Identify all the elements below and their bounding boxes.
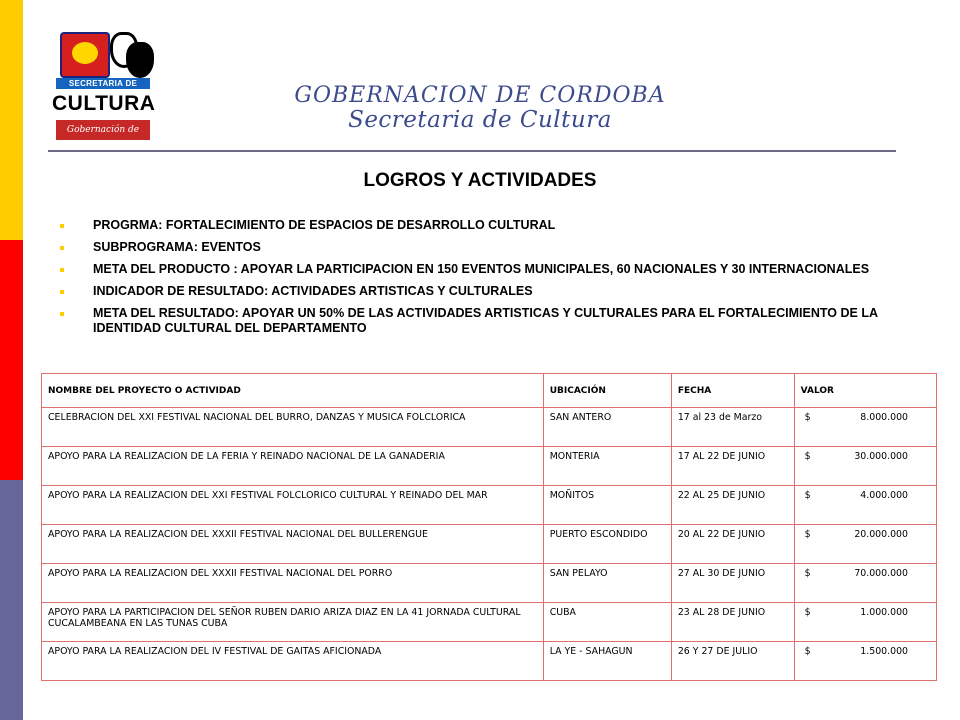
table-row: [42, 603, 937, 642]
cell-value: [794, 525, 936, 564]
currency-sign: $: [804, 490, 811, 501]
bullet-icon: [60, 268, 64, 272]
cell-name: APOYO PARA LA REALIZACION DEL XXXII FESTIVAL NACIONAL DEL PORRO: [42, 564, 544, 603]
table-row: [42, 642, 937, 681]
cell-name: APOYO PARA LA PARTICIPACION DEL SEÑOR RUBEN DARIO ARIZA DIAZ EN LA 41 JORNADA CULTURAL CUCALAMBEANA EN LAS TUNAS CUBA: [42, 603, 544, 642]
amount: 70.000.000: [854, 568, 908, 579]
amount: 20.000.000: [854, 529, 908, 540]
header-title: GOBERNACION DE CORDOBA: [294, 83, 666, 108]
col-header-value: VALOR: [794, 374, 936, 408]
currency-sign: $: [804, 646, 811, 657]
header-subtitle: Secretaria de Cultura: [348, 107, 612, 134]
cell-location: LA YE - SAHAGUN: [543, 642, 671, 681]
amount: 1.000.000: [860, 607, 908, 618]
cell-value: [794, 603, 936, 642]
bullet-icon: [60, 312, 64, 316]
bullet-item: META DEL PRODUCTO : APOYAR LA PARTICIPACION EN 150 EVENTOS MUNICIPALES, 60 NACIONALES Y 30 INTERNACIONALES: [60, 262, 900, 277]
cell-value: [794, 564, 936, 603]
currency-sign: $: [804, 568, 811, 579]
cell-location: MONTERIA: [543, 447, 671, 486]
cell-value: [794, 486, 936, 525]
secretaria-cultura-logo: [52, 28, 156, 155]
page-heading: LOGROS Y ACTIVIDADES: [363, 170, 597, 191]
crest-icon: [60, 32, 110, 78]
bullet-item: INDICADOR DE RESULTADO: ACTIVIDADES ARTISTICAS Y CULTURALES: [60, 284, 900, 299]
cell-location: SAN ANTERO: [543, 408, 671, 447]
cell-name: APOYO PARA LA REALIZACION DEL XXI FESTIVAL FOLCLORICO CULTURAL Y REINADO DEL MAR: [42, 486, 544, 525]
cell-date: 17 al 23 de Marzo: [671, 408, 794, 447]
currency-sign: $: [804, 607, 811, 618]
stripe-yellow: [0, 0, 23, 240]
table-row: [42, 564, 937, 603]
table-row: [42, 486, 937, 525]
currency-sign: $: [804, 412, 811, 423]
amount: 4.000.000: [860, 490, 908, 501]
table-row: [42, 525, 937, 564]
cell-location: CUBA: [543, 603, 671, 642]
bullet-icon: [60, 290, 64, 294]
cell-value: [794, 447, 936, 486]
amount: 1.500.000: [860, 646, 908, 657]
table-row: [42, 408, 937, 447]
table-row: [42, 447, 937, 486]
bullet-list: [60, 218, 900, 343]
table-header-row: [42, 374, 937, 408]
cell-name: APOYO PARA LA REALIZACION DE LA FERIA Y REINADO NACIONAL DE LA GANADERIA: [42, 447, 544, 486]
cell-date: 17 AL 22 DE JUNIO: [671, 447, 794, 486]
bullet-item: SUBPROGRAMA: EVENTOS: [60, 240, 900, 255]
cell-date: 26 Y 27 DE JULIO: [671, 642, 794, 681]
bullet-icon: [60, 246, 64, 250]
col-header-name: NOMBRE DEL PROYECTO O ACTIVIDAD: [42, 374, 544, 408]
logo-bottom-text: Gobernación de Cordoba: [56, 120, 150, 140]
bullet-item: META DEL RESULTADO: APOYAR UN 50% DE LAS ACTIVIDADES ARTISTICAS Y CULTURALES PARA EL FORTALECIMIENTO DE LA IDENTIDAD CULTURAL DEL DEPARTAMENTO: [60, 306, 900, 336]
amount: 30.000.000: [854, 451, 908, 462]
cell-name: APOYO PARA LA REALIZACION DEL IV FESTIVAL DE GAITAS AFICIONADA: [42, 642, 544, 681]
col-header-location: UBICACIÓN: [543, 374, 671, 408]
cell-value: [794, 408, 936, 447]
cell-location: MOÑITOS: [543, 486, 671, 525]
cell-name: CELEBRACION DEL XXI FESTIVAL NACIONAL DEL BURRO, DANZAS Y MUSICA FOLCLORICA: [42, 408, 544, 447]
bullet-item: PROGRMA: FORTALECIMIENTO DE ESPACIOS DE DESARROLLO CULTURAL: [60, 218, 900, 233]
cell-name: APOYO PARA LA REALIZACION DEL XXXII FESTIVAL NACIONAL DEL BULLERENGUE: [42, 525, 544, 564]
logo-ribbon: SECRETARIA DE: [56, 78, 150, 89]
cell-date: 23 AL 28 DE JUNIO: [671, 603, 794, 642]
theater-masks-icon: [110, 32, 150, 76]
cell-location: SAN PELAYO: [543, 564, 671, 603]
cell-value: [794, 642, 936, 681]
header-divider: [48, 150, 896, 152]
cell-date: 22 AL 25 DE JUNIO: [671, 486, 794, 525]
stripe-purple: [0, 480, 23, 720]
logo-big-text: CULTURA: [52, 92, 156, 115]
col-header-date: FECHA: [671, 374, 794, 408]
cell-date: 20 AL 22 DE JUNIO: [671, 525, 794, 564]
cell-date: 27 AL 30 DE JUNIO: [671, 564, 794, 603]
activities-table: [41, 373, 937, 681]
amount: 8.000.000: [860, 412, 908, 423]
currency-sign: $: [804, 451, 811, 462]
cell-location: PUERTO ESCONDIDO: [543, 525, 671, 564]
stripe-red: [0, 240, 23, 480]
bullet-icon: [60, 224, 64, 228]
currency-sign: $: [804, 529, 811, 540]
header-title-block: [200, 84, 760, 133]
